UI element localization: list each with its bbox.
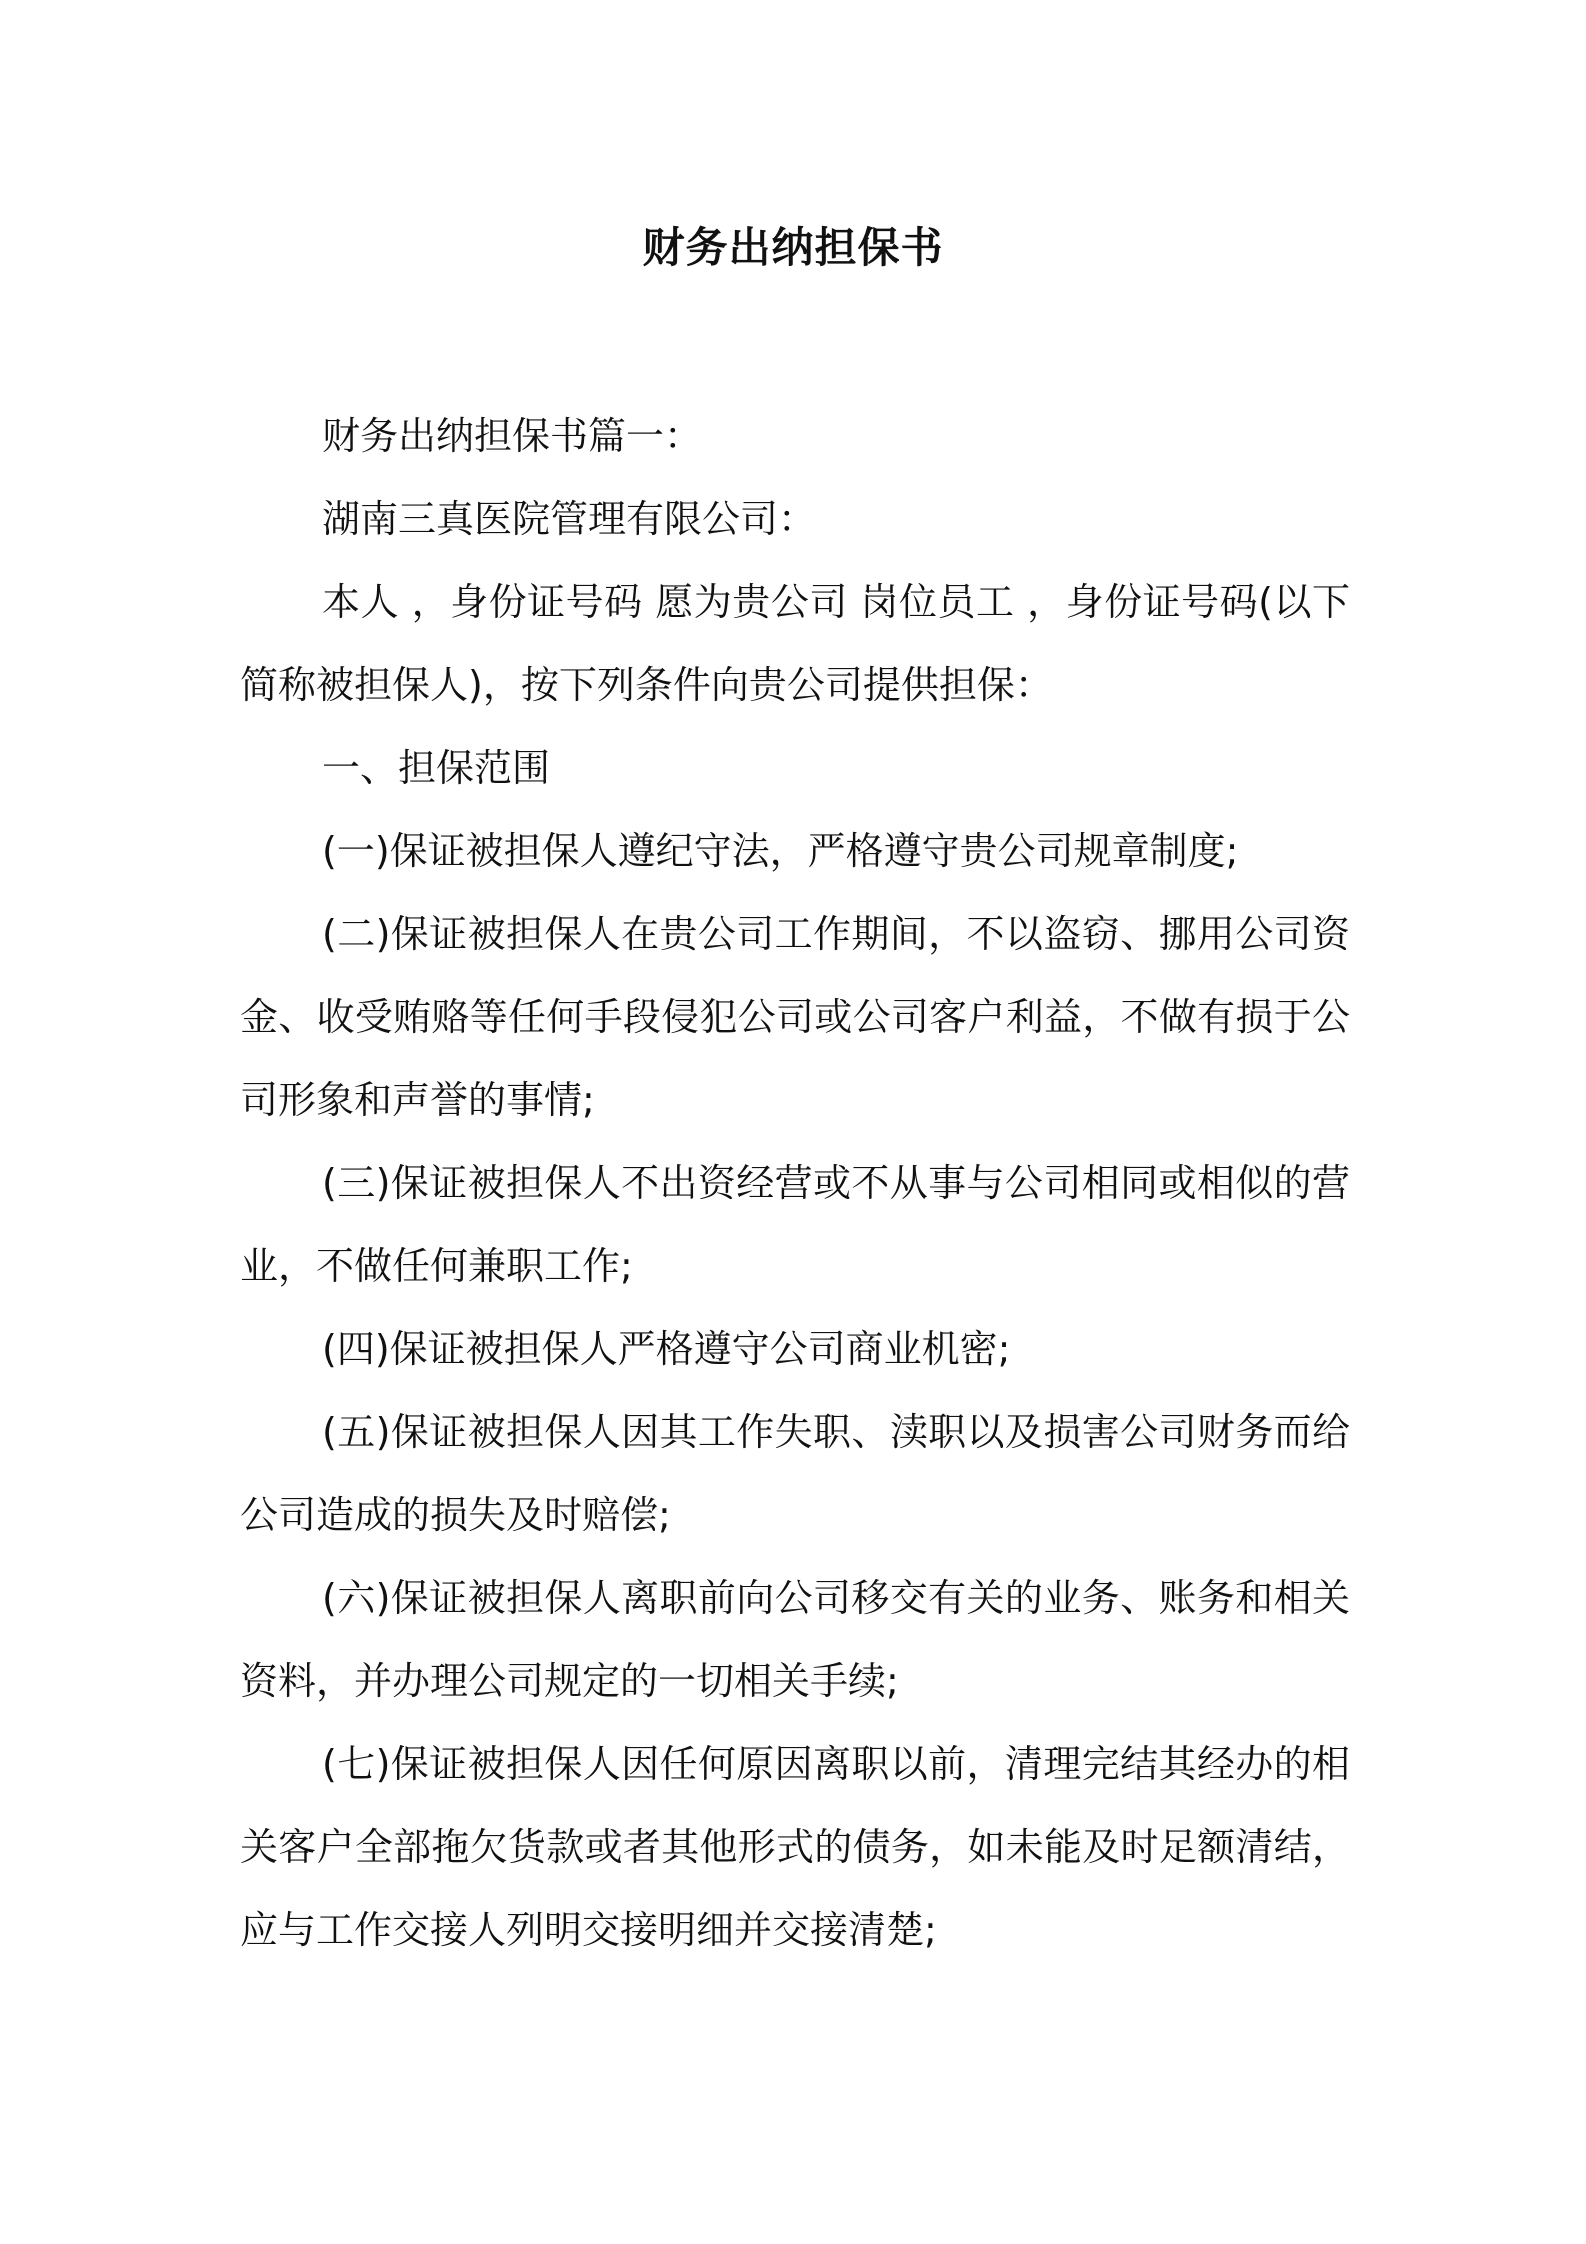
paragraph-section-heading: 财务出纳担保书篇一：: [322, 414, 703, 458]
paragraph-clause-3: (三)保证被担保人不出资经营或不从事与公司相同或相似的营业，不做任何兼职工作;: [240, 1161, 1350, 1288]
paragraph-clause-4: (四)保证被担保人严格遵守公司商业机密;: [322, 1327, 1011, 1371]
document-body: [240, 395, 1350, 1972]
paragraph-addressee: 湖南三真医院管理有限公司：: [322, 497, 817, 541]
paragraph-clause-1: (一)保证被担保人遵纪守法，严格遵守贵公司规章制度;: [322, 829, 1239, 873]
document-title: 财务出纳担保书: [642, 223, 944, 272]
paragraph-scope-heading: 一、担保范围: [322, 746, 551, 790]
paragraph-clause-7: (七)保证被担保人因任何原因离职以前，清理完结其经办的相关客户全部拖欠货款或者其他形式的债务，如未能及时足额清结，应与工作交接人列明交接明细并交接清楚;: [240, 1742, 1350, 1952]
paragraph-clause-6: (六)保证被担保人离职前向公司移交有关的业务、账务和相关资料，并办理公司规定的一切相关手续;: [240, 1576, 1350, 1703]
paragraph-clause-2: (二)保证被担保人在贵公司工作期间，不以盗窃、挪用公司资金、收受贿赂等任何手段侵犯公司或公司客户利益，不做有损于公司形象和声誉的事情;: [240, 912, 1350, 1122]
paragraph-guarantor-statement: 本人 ，身份证号码 愿为贵公司 岗位员工 ，身份证号码(以下简称被担保人)，按下列条件向贵公司提供担保：: [240, 580, 1350, 707]
paragraph-clause-5: (五)保证被担保人因其工作失职、渎职以及损害公司财务而给公司造成的损失及时赔偿;: [240, 1410, 1350, 1537]
